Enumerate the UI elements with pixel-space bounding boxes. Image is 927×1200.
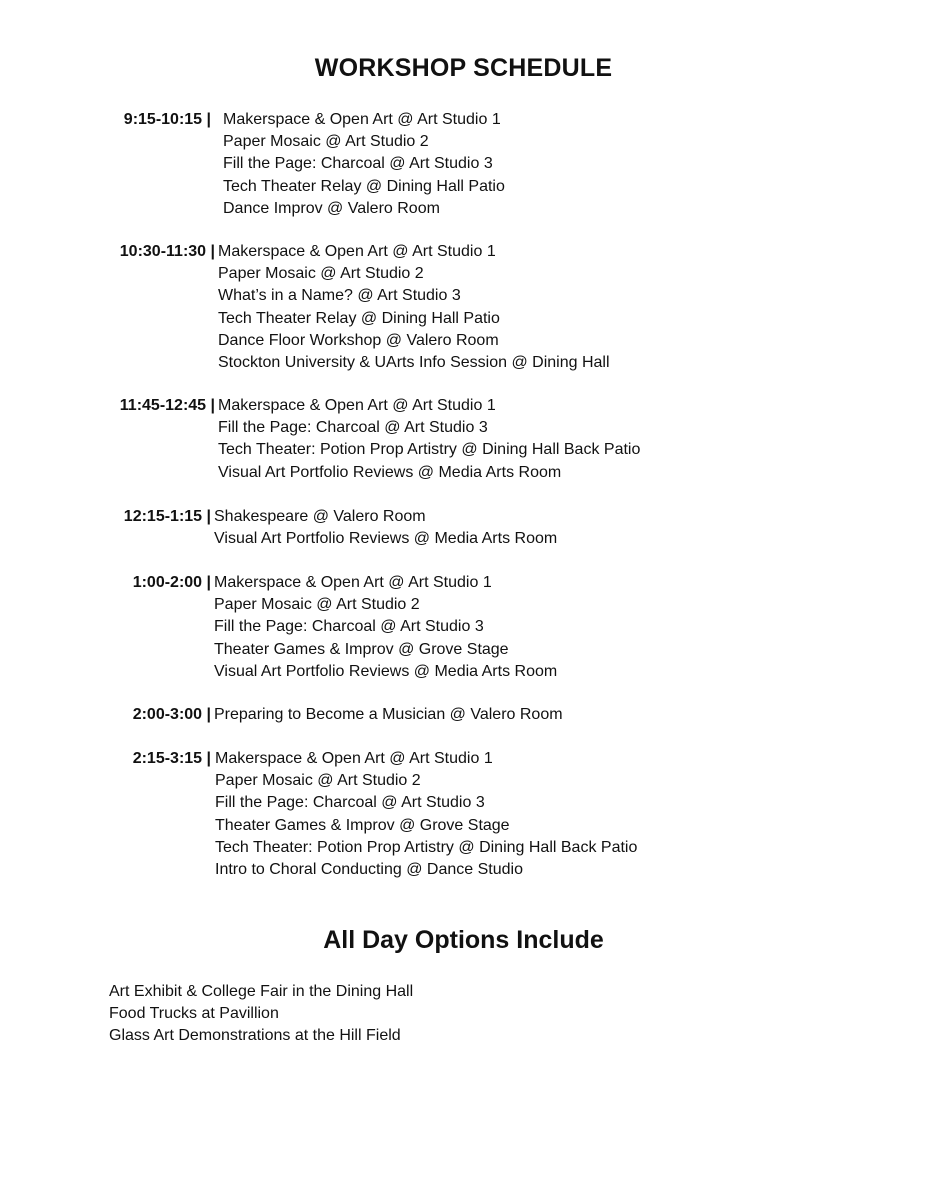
schedule-line [0, 748, 927, 770]
time-label: 9:15-10:15 | [123, 111, 211, 128]
page-title: WORKSHOP SCHEDULE [314, 54, 613, 82]
time-slot [0, 748, 927, 881]
all-day-item: Glass Art Demonstrations at the Hill Field [109, 1027, 401, 1045]
schedule-line [0, 263, 927, 285]
workshop-item: Theater Games & Improv @ Grove Stage [214, 640, 509, 658]
workshop-item: Fill the Page: Charcoal @ Art Studio 3 [214, 618, 484, 636]
schedule-line [0, 462, 927, 484]
schedule-line [0, 131, 927, 153]
workshop-item: Fill the Page: Charcoal @ Art Studio 3 [218, 419, 488, 437]
workshop-item: Makerspace & Open Art @ Art Studio 1 [218, 397, 496, 414]
time-label: 2:15-3:15 | [132, 750, 211, 767]
time-slot [0, 572, 927, 683]
schedule-line [0, 285, 927, 307]
workshop-item: Makerspace & Open Art @ Art Studio 1 [223, 111, 501, 128]
workshop-item: Shakespeare @ Valero Room [214, 508, 426, 525]
workshop-item: Tech Theater: Potion Prop Artistry @ Dining Hall Back Patio [215, 838, 638, 856]
schedule-line [0, 506, 927, 528]
schedule-line [0, 330, 927, 352]
schedule-line [0, 352, 927, 374]
workshop-item: Dance Improv @ Valero Room [223, 199, 440, 217]
schedule-line [0, 198, 927, 220]
time-label: 10:30-11:30 | [119, 243, 215, 260]
all-day-item: Art Exhibit & College Fair in the Dining Hall [109, 983, 414, 1000]
workshop-item: Visual Art Portfolio Reviews @ Media Arts Room [214, 662, 558, 680]
schedule-line [0, 109, 927, 131]
time-label: 2:00-3:00 | [132, 706, 211, 723]
workshop-item: Dance Floor Workshop @ Valero Room [218, 331, 499, 349]
schedule-line [0, 308, 927, 330]
all-day-heading: All Day Options Include [323, 926, 604, 954]
time-slot [0, 704, 927, 726]
workshop-item: Stockton University & UArts Info Session @ Dining Hall [218, 353, 610, 371]
schedule-line [0, 594, 927, 616]
workshop-item: Makerspace & Open Art @ Art Studio 1 [215, 750, 493, 767]
workshop-item: Makerspace & Open Art @ Art Studio 1 [218, 243, 496, 260]
schedule-line [0, 153, 927, 175]
time-slot [0, 506, 927, 550]
workshop-item: What’s in a Name? @ Art Studio 3 [218, 287, 461, 305]
time-label: 1:00-2:00 | [132, 574, 211, 591]
time-label: 11:45-12:45 | [119, 397, 215, 414]
workshop-item: Tech Theater Relay @ Dining Hall Patio [223, 177, 505, 195]
schedule-line [0, 528, 927, 550]
workshop-item: Tech Theater: Potion Prop Artistry @ Dining Hall Back Patio [218, 441, 641, 459]
workshop-item: Paper Mosaic @ Art Studio 2 [214, 596, 420, 614]
schedule-line [0, 395, 927, 417]
workshop-item: Tech Theater Relay @ Dining Hall Patio [218, 309, 500, 327]
workshop-item: Visual Art Portfolio Reviews @ Media Arts Room [214, 530, 558, 548]
schedule-line [0, 815, 927, 837]
time-slot [0, 241, 927, 374]
schedule-line [0, 837, 927, 859]
time-label: 12:15-1:15 | [123, 508, 211, 525]
time-slot [0, 395, 927, 484]
workshop-item: Fill the Page: Charcoal @ Art Studio 3 [223, 155, 493, 173]
schedule-line [0, 417, 927, 439]
workshop-item: Makerspace & Open Art @ Art Studio 1 [214, 574, 492, 591]
workshop-item: Fill the Page: Charcoal @ Art Studio 3 [215, 794, 485, 812]
workshop-item: Paper Mosaic @ Art Studio 2 [215, 772, 421, 790]
schedule-line [0, 704, 927, 726]
workshop-item: Preparing to Become a Musician @ Valero Room [214, 706, 563, 723]
schedule-line [0, 616, 927, 638]
workshop-item: Paper Mosaic @ Art Studio 2 [223, 133, 429, 151]
schedule-line [0, 792, 927, 814]
schedule-line [0, 572, 927, 594]
schedule-line [0, 176, 927, 198]
workshop-item: Visual Art Portfolio Reviews @ Media Arts Room [218, 463, 562, 481]
workshop-item: Theater Games & Improv @ Grove Stage [215, 816, 510, 834]
workshop-item: Intro to Choral Conducting @ Dance Studio [215, 860, 523, 878]
schedule-line [0, 770, 927, 792]
all-day-list [109, 981, 413, 1048]
schedule-line [0, 241, 927, 263]
schedule-line [0, 439, 927, 461]
schedule-line [0, 639, 927, 661]
schedule-line [0, 661, 927, 683]
all-day-item: Food Trucks at Pavillion [109, 1005, 279, 1023]
time-slot [0, 109, 927, 220]
schedule-line [0, 859, 927, 881]
workshop-item: Paper Mosaic @ Art Studio 2 [218, 265, 424, 283]
